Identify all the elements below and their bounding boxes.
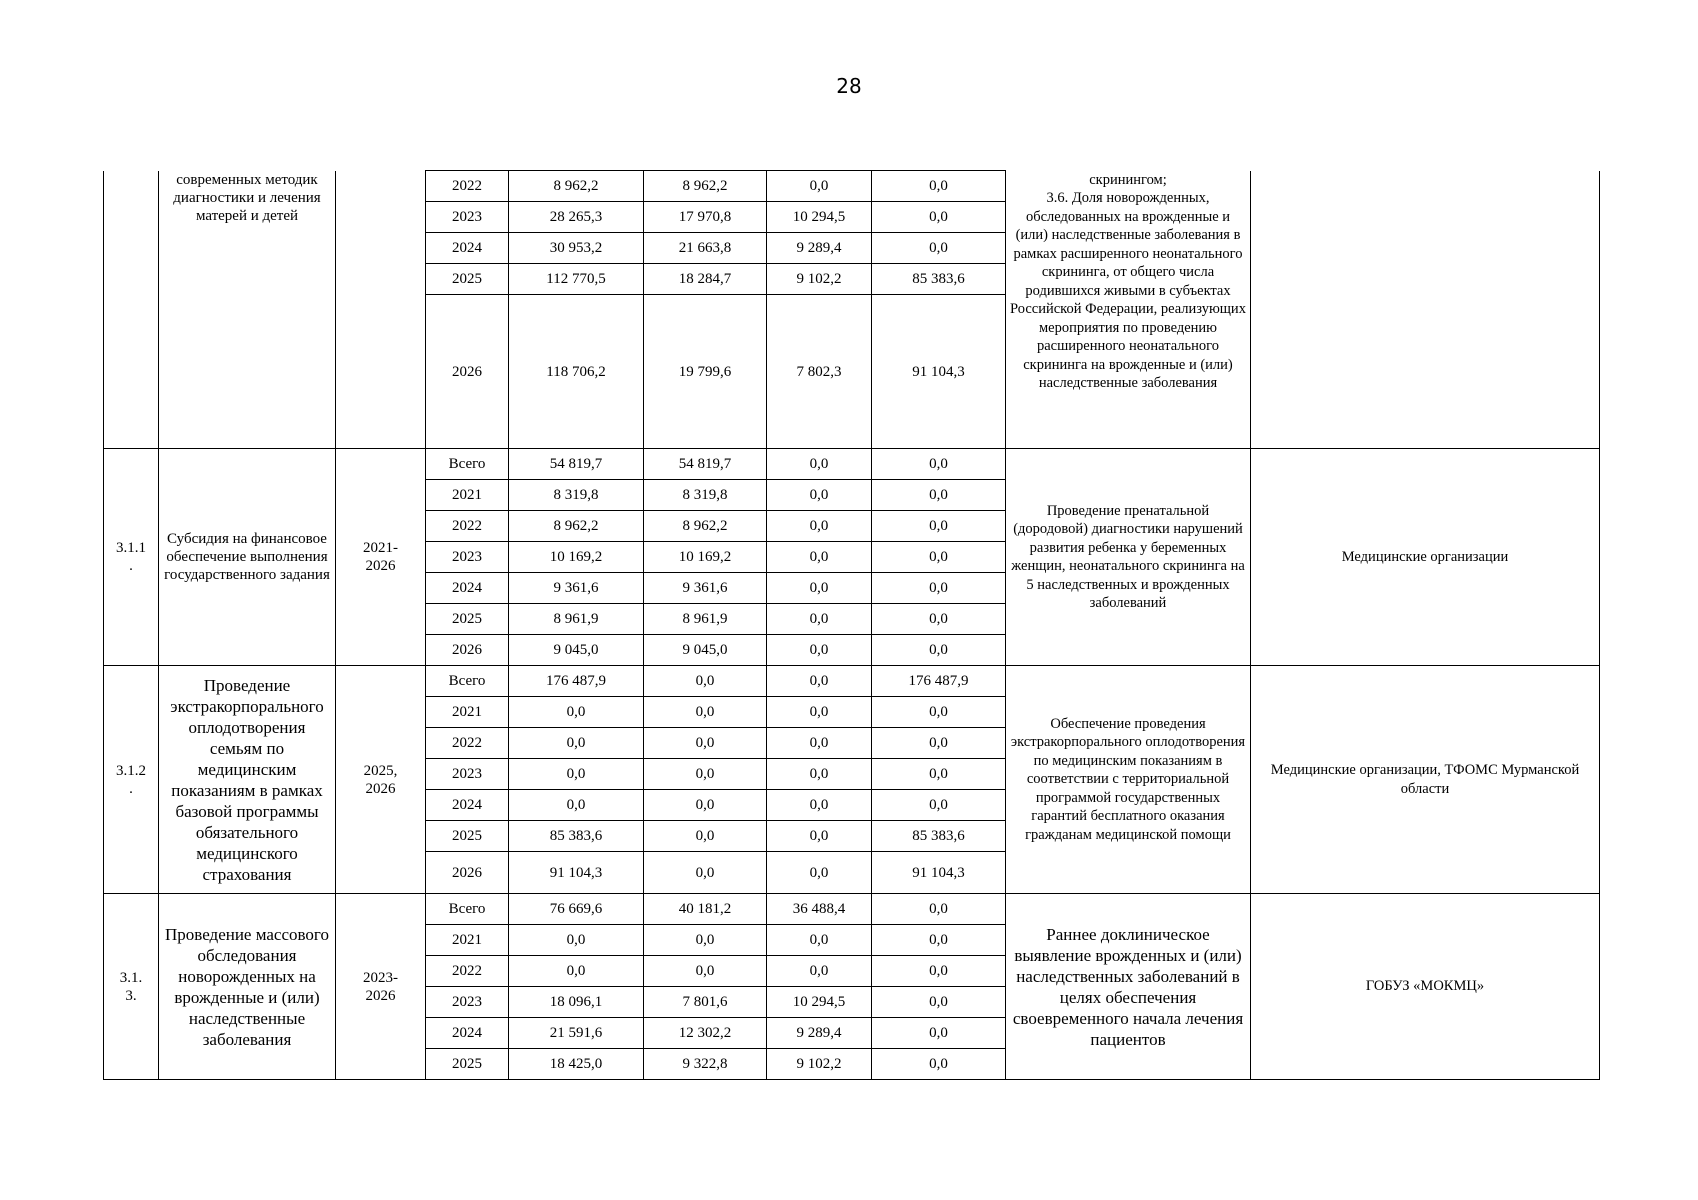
item-name-cell: Проведение массового обследования новорожденных на врожденные и (или) наследственные заболевания (159, 894, 336, 1080)
source3-cell: 0,0 (872, 542, 1006, 573)
source2-cell: 9 102,2 (767, 1049, 872, 1080)
item-name-cell: современных методик диагностики и лечения матерей и детей (159, 171, 336, 449)
year-cell: 2021 (426, 925, 509, 956)
total-cell: 112 770,5 (509, 264, 644, 295)
source1-cell: 8 961,9 (644, 604, 767, 635)
total-cell: 0,0 (509, 956, 644, 987)
period-cell: 2021- 2026 (336, 449, 426, 666)
executor-cell: ГОБУЗ «МОКМЦ» (1251, 894, 1600, 1080)
year-cell: 2023 (426, 987, 509, 1018)
source3-cell: 0,0 (872, 449, 1006, 480)
item-number-cell (104, 171, 159, 449)
year-cell: 2022 (426, 956, 509, 987)
source3-cell: 0,0 (872, 635, 1006, 666)
year-cell: 2023 (426, 759, 509, 790)
source1-cell: 8 319,8 (644, 480, 767, 511)
executor-cell: Медицинские организации (1251, 449, 1600, 666)
source3-cell: 0,0 (872, 233, 1006, 264)
table-row (104, 894, 1600, 925)
year-cell: 2021 (426, 480, 509, 511)
source2-cell: 7 802,3 (767, 295, 872, 449)
source3-cell: 91 104,3 (872, 295, 1006, 449)
total-cell: 0,0 (509, 925, 644, 956)
total-cell: 8 962,2 (509, 511, 644, 542)
source1-cell: 0,0 (644, 852, 767, 894)
source3-cell: 0,0 (872, 1049, 1006, 1080)
year-cell: 2022 (426, 171, 509, 202)
source3-cell: 0,0 (872, 728, 1006, 759)
year-cell: 2026 (426, 852, 509, 894)
item-name-cell: Проведение экстракорпорального оплодотворения семьям по медицинским показаниям в рамках базовой программы обязательного медицинского страхования (159, 666, 336, 894)
source1-cell: 54 819,7 (644, 449, 767, 480)
source1-cell: 0,0 (644, 821, 767, 852)
total-cell: 10 169,2 (509, 542, 644, 573)
total-cell: 21 591,6 (509, 1018, 644, 1049)
year-cell: 2023 (426, 542, 509, 573)
item-number-cell: 3.1. 3. (104, 894, 159, 1080)
total-cell: 54 819,7 (509, 449, 644, 480)
source2-cell: 0,0 (767, 759, 872, 790)
total-cell: 30 953,2 (509, 233, 644, 264)
source3-cell: 91 104,3 (872, 852, 1006, 894)
source2-cell: 0,0 (767, 697, 872, 728)
total-cell: 0,0 (509, 697, 644, 728)
item-number-cell: 3.1.1 . (104, 449, 159, 666)
total-cell: 0,0 (509, 790, 644, 821)
source2-cell: 0,0 (767, 728, 872, 759)
table-row (104, 171, 1600, 202)
source3-cell: 0,0 (872, 1018, 1006, 1049)
total-cell: 0,0 (509, 759, 644, 790)
source1-cell: 7 801,6 (644, 987, 767, 1018)
indicator-cell: скринингом; 3.6. Доля новорожденных, обследованных на врожденные и (или) наследственные заболевания в рамках расширенного неонатального скрининга, от общего числа родившихся живыми в субъектах Российской Федерации, реализующих мероприятия по проведению расширенного неонатального скрининга на врожденные и (или) наследственные заболевания (1006, 171, 1251, 449)
source2-cell: 0,0 (767, 480, 872, 511)
source2-cell: 0,0 (767, 171, 872, 202)
source2-cell: 0,0 (767, 790, 872, 821)
total-cell: 9 361,6 (509, 573, 644, 604)
total-cell: 76 669,6 (509, 894, 644, 925)
source2-cell: 10 294,5 (767, 987, 872, 1018)
total-cell: 8 961,9 (509, 604, 644, 635)
source1-cell: 8 962,2 (644, 511, 767, 542)
total-cell: 8 962,2 (509, 171, 644, 202)
source3-cell: 0,0 (872, 511, 1006, 542)
year-cell: Всего (426, 894, 509, 925)
source1-cell: 8 962,2 (644, 171, 767, 202)
total-cell: 118 706,2 (509, 295, 644, 449)
source1-cell: 0,0 (644, 790, 767, 821)
source2-cell: 0,0 (767, 821, 872, 852)
source1-cell: 40 181,2 (644, 894, 767, 925)
year-cell: 2023 (426, 202, 509, 233)
source1-cell: 10 169,2 (644, 542, 767, 573)
year-cell: 2024 (426, 790, 509, 821)
source1-cell: 0,0 (644, 759, 767, 790)
table-body (104, 171, 1600, 1080)
source2-cell: 0,0 (767, 666, 872, 697)
source1-cell: 9 045,0 (644, 635, 767, 666)
source1-cell: 18 284,7 (644, 264, 767, 295)
source2-cell: 0,0 (767, 573, 872, 604)
total-cell: 0,0 (509, 728, 644, 759)
source3-cell: 176 487,9 (872, 666, 1006, 697)
year-cell: 2022 (426, 728, 509, 759)
page-number: 28 (836, 74, 862, 98)
total-cell: 176 487,9 (509, 666, 644, 697)
indicator-cell: Проведение пренатальной (дородовой) диагностики нарушений развития ребенка у беременных женщин, неонатального скрининга на 5 наследственных и врожденных заболеваний (1006, 449, 1251, 666)
total-cell: 18 425,0 (509, 1049, 644, 1080)
year-cell: 2024 (426, 1018, 509, 1049)
source3-cell: 0,0 (872, 987, 1006, 1018)
year-cell: 2025 (426, 264, 509, 295)
source3-cell: 0,0 (872, 759, 1006, 790)
source1-cell: 0,0 (644, 925, 767, 956)
source2-cell: 9 289,4 (767, 233, 872, 264)
period-cell (336, 171, 426, 449)
table-row (104, 666, 1600, 697)
source3-cell: 85 383,6 (872, 821, 1006, 852)
source1-cell: 0,0 (644, 956, 767, 987)
year-cell: 2025 (426, 1049, 509, 1080)
total-cell: 85 383,6 (509, 821, 644, 852)
source3-cell: 0,0 (872, 894, 1006, 925)
source2-cell: 0,0 (767, 449, 872, 480)
source1-cell: 12 302,2 (644, 1018, 767, 1049)
year-cell: 2022 (426, 511, 509, 542)
table-row (104, 449, 1600, 480)
indicator-cell: Обеспечение проведения экстракорпорального оплодотворения по медицинским показаниям в соответствии с территориальной программой государственных гарантий бесплатного оказания гражданам медицинской помощи (1006, 666, 1251, 894)
executor-cell: Медицинские организации, ТФОМС Мурманской области (1251, 666, 1600, 894)
source1-cell: 0,0 (644, 666, 767, 697)
item-name-cell: Субсидия на финансовое обеспечение выполнения государственного задания (159, 449, 336, 666)
source3-cell: 85 383,6 (872, 264, 1006, 295)
year-cell: 2026 (426, 295, 509, 449)
source2-cell: 0,0 (767, 635, 872, 666)
source3-cell: 0,0 (872, 925, 1006, 956)
period-cell: 2023- 2026 (336, 894, 426, 1080)
source3-cell: 0,0 (872, 956, 1006, 987)
source2-cell: 0,0 (767, 925, 872, 956)
source1-cell: 0,0 (644, 728, 767, 759)
source1-cell: 19 799,6 (644, 295, 767, 449)
indicator-cell: Раннее доклиническое выявление врожденных и (или) наследственных заболеваний в целях обеспечения своевременного начала лечения пациентов (1006, 894, 1251, 1080)
period-cell: 2025, 2026 (336, 666, 426, 894)
source1-cell: 9 361,6 (644, 573, 767, 604)
total-cell: 28 265,3 (509, 202, 644, 233)
source3-cell: 0,0 (872, 604, 1006, 635)
source2-cell: 0,0 (767, 604, 872, 635)
source3-cell: 0,0 (872, 171, 1006, 202)
source2-cell: 36 488,4 (767, 894, 872, 925)
source1-cell: 0,0 (644, 697, 767, 728)
source2-cell: 10 294,5 (767, 202, 872, 233)
item-number-cell: 3.1.2 . (104, 666, 159, 894)
total-cell: 8 319,8 (509, 480, 644, 511)
year-cell: 2025 (426, 604, 509, 635)
year-cell: 2024 (426, 573, 509, 604)
source1-cell: 9 322,8 (644, 1049, 767, 1080)
year-cell: Всего (426, 666, 509, 697)
source2-cell: 9 289,4 (767, 1018, 872, 1049)
total-cell: 91 104,3 (509, 852, 644, 894)
source2-cell: 0,0 (767, 956, 872, 987)
year-cell: 2024 (426, 233, 509, 264)
source3-cell: 0,0 (872, 790, 1006, 821)
source2-cell: 0,0 (767, 852, 872, 894)
source3-cell: 0,0 (872, 202, 1006, 233)
source1-cell: 17 970,8 (644, 202, 767, 233)
source3-cell: 0,0 (872, 697, 1006, 728)
executor-cell (1251, 171, 1600, 449)
total-cell: 9 045,0 (509, 635, 644, 666)
source1-cell: 21 663,8 (644, 233, 767, 264)
year-cell: Всего (426, 449, 509, 480)
program-table (103, 170, 1600, 1080)
source3-cell: 0,0 (872, 573, 1006, 604)
source2-cell: 0,0 (767, 511, 872, 542)
total-cell: 18 096,1 (509, 987, 644, 1018)
source2-cell: 9 102,2 (767, 264, 872, 295)
year-cell: 2025 (426, 821, 509, 852)
year-cell: 2026 (426, 635, 509, 666)
year-cell: 2021 (426, 697, 509, 728)
source2-cell: 0,0 (767, 542, 872, 573)
source3-cell: 0,0 (872, 480, 1006, 511)
